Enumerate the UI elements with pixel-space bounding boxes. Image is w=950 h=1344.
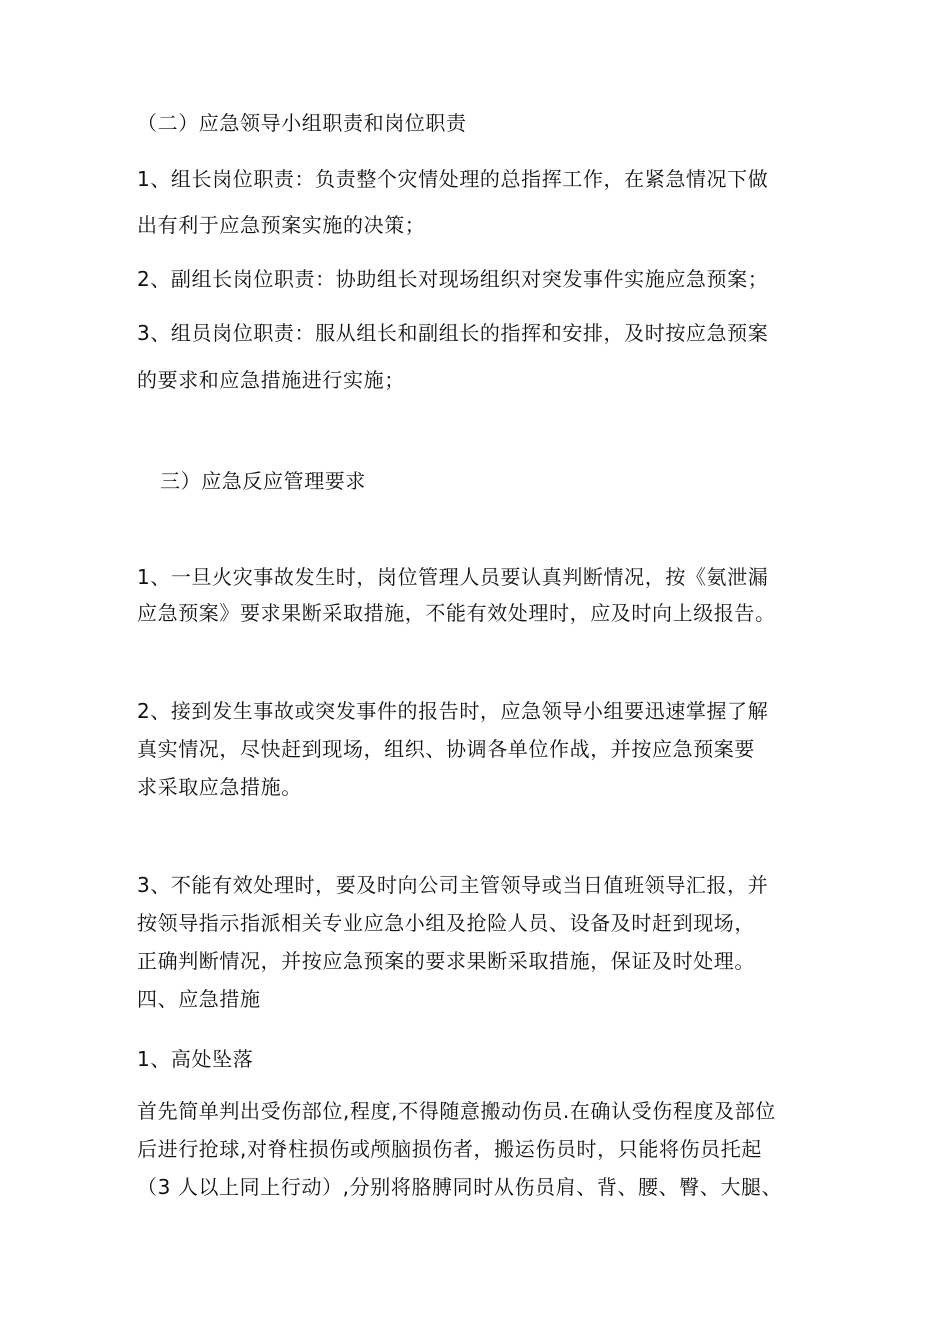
section-2-item-1-line-2: 出有利于应急预案实施的决策；: [137, 213, 426, 237]
section-4-paragraph-line-2: 后进行抢球,对脊柱损伤或颅脑损伤者，搬运伤员时，只能将伤员托起: [137, 1137, 762, 1161]
section-3-item-3-line-2: 按领导指示指派相关专业应急小组及抢险人员、设备及时赶到现场，: [137, 911, 755, 935]
section-4-paragraph-line-1: 首先简单判出受伤部位,程度,不得随意搬动伤员.在确认受伤程度及部位: [137, 1099, 776, 1123]
section-3-item-2-line-1: 2、接到发生事故或突发事件的报告时，应急领导小组要迅速掌握了解: [137, 699, 769, 723]
section-3-item-2-line-2: 真实情况，尽快赶到现场，组织、协调各单位作战，并按应急预案要: [137, 737, 755, 761]
section-3-item-2-line-3: 求采取应急措施。: [137, 775, 302, 799]
section-3-heading: 三）应急反应管理要求: [160, 469, 366, 493]
section-3-item-3-line-1: 3、不能有效处理时，要及时向公司主管领导或当日值班领导汇报，并: [137, 873, 769, 897]
section-4-heading: 四、应急措施: [137, 987, 261, 1011]
section-3-item-1-line-2: 应急预案》要求果断采取措施，不能有效处理时，应及时向上级报告。: [137, 601, 776, 625]
section-4-paragraph-line-3: （3 人以上同上行动）,分别将胳膊同时从伤员肩、背、腰、臀、大腿、: [137, 1175, 783, 1199]
section-2-item-1-line-1: 1、组长岗位职责：负责整个灾情处理的总指挥工作，在紧急情况下做: [137, 167, 769, 191]
section-3-item-1-line-1: 1、一旦火灾事故发生时，岗位管理人员要认真判断情况，按《氨泄漏: [137, 565, 769, 589]
section-4-subheading: 1、高处坠落: [137, 1047, 254, 1071]
section-2-item-3-line-2: 的要求和应急措施进行实施；: [137, 368, 405, 392]
section-2-heading: （二）应急领导小组职责和岗位职责: [137, 111, 467, 135]
section-2-item-2-line-1: 2、副组长岗位职责：协助组长对现场组织对突发事件实施应急预案；: [137, 267, 769, 291]
section-3-item-3-line-3: 正确判断情况，并按应急预案的要求果断采取措施，保证及时处理。: [137, 949, 755, 973]
section-2-item-3-line-1: 3、组员岗位职责：服从组长和副组长的指挥和安排，及时按应急预案: [137, 321, 769, 345]
